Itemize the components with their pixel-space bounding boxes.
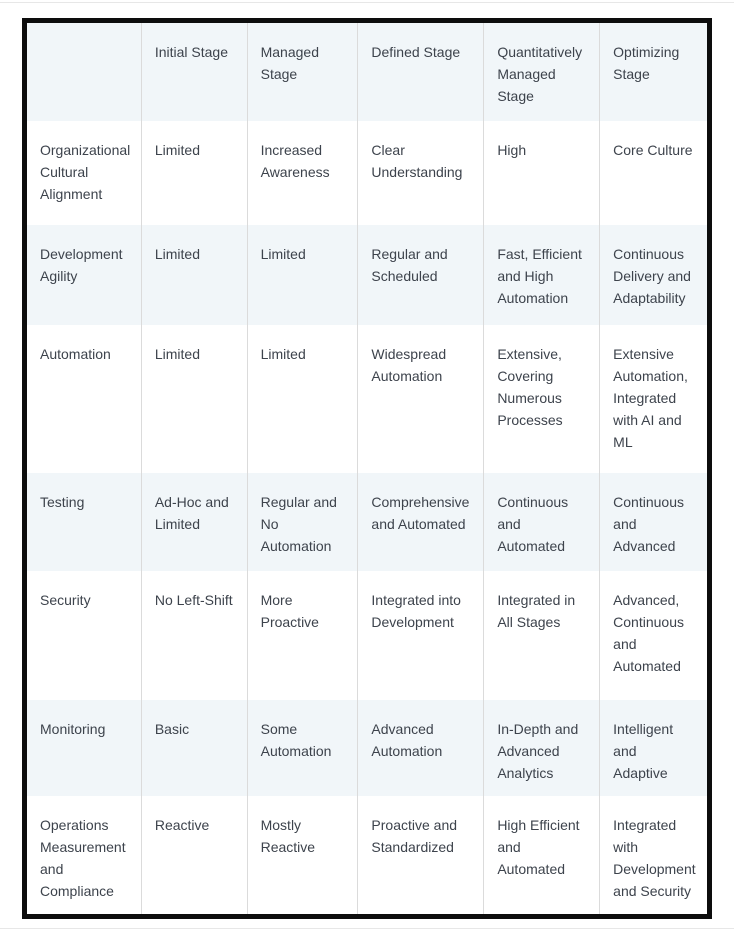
table-cell: Integrated with Development and Security	[600, 796, 710, 917]
table-cell: Proactive and Standardized	[358, 796, 484, 917]
row-label-operations-measurement-and-compliance: Operations Measurement and Compliance	[40, 816, 126, 899]
col-header-quantitatively-managed-stage: Quantitatively Managed Stage	[484, 21, 600, 121]
table-cell: High Efficient and Automated	[484, 796, 600, 917]
col-header-initial-stage: Initial Stage	[141, 21, 247, 121]
table-cell: Fast, Efficient and High Automation	[484, 225, 600, 325]
table-cell: Limited	[141, 121, 247, 225]
maturity-table	[22, 18, 712, 919]
col-header-optimizing-stage: Optimizing Stage	[600, 21, 710, 121]
table-cell: Limited	[247, 325, 358, 473]
table-cell: Integrated into Development	[358, 571, 484, 700]
corner-cell	[25, 21, 142, 121]
table-row-organizational-cultural-alignment	[25, 121, 710, 225]
table-cell: High	[484, 121, 600, 225]
row-label-organizational-cultural-alignment: Organizational Cultural Alignment	[40, 141, 131, 202]
table-cell: Limited	[247, 225, 358, 325]
table-cell: Integrated in All Stages	[484, 571, 600, 700]
table-row-monitoring	[25, 700, 710, 796]
page-top-rule	[0, 2, 734, 3]
table-cell: No Left-Shift	[141, 571, 247, 700]
table-cell: Core Culture	[600, 121, 710, 225]
table-cell: In-Depth and Advanced Analytics	[484, 700, 600, 796]
table-cell: More Proactive	[247, 571, 358, 700]
table-cell: Reactive	[141, 796, 247, 917]
page-bottom-rule	[0, 928, 734, 929]
table-cell: Intelligent and Adaptive	[600, 700, 710, 796]
row-label-automation: Automation	[40, 345, 111, 362]
table-cell: Widespread Automation	[358, 325, 484, 473]
row-label-security: Security	[40, 591, 91, 608]
table-cell: Extensive Automation, Integrated with AI and ML	[600, 325, 710, 473]
header-row	[25, 21, 710, 121]
table-cell: Regular and No Automation	[247, 473, 358, 571]
table-cell: Increased Awareness	[247, 121, 358, 225]
table-cell: Continuous and Advanced	[600, 473, 710, 571]
table-cell: Mostly Reactive	[247, 796, 358, 917]
table-row-development-agility	[25, 225, 710, 325]
table-cell: Advanced Automation	[358, 700, 484, 796]
table-row-automation	[25, 325, 710, 473]
table-cell: Comprehensive and Automated	[358, 473, 484, 571]
table-cell: Continuous Delivery and Adaptability	[600, 225, 710, 325]
table-row-testing	[25, 473, 710, 571]
table-cell: Ad-Hoc and Limited	[141, 473, 247, 571]
table-cell: Limited	[141, 225, 247, 325]
table-row-operations-measurement-and-compliance	[25, 796, 710, 917]
col-header-managed-stage: Managed Stage	[247, 21, 358, 121]
table-cell: Basic	[141, 700, 247, 796]
table-cell: Some Automation	[247, 700, 358, 796]
row-label-monitoring: Monitoring	[40, 720, 106, 737]
table-cell: Regular and Scheduled	[358, 225, 484, 325]
col-header-defined-stage: Defined Stage	[358, 21, 484, 121]
table-cell: Clear Understanding	[358, 121, 484, 225]
table-cell: Continuous and Automated	[484, 473, 600, 571]
table-cell: Limited	[141, 325, 247, 473]
table-row-security	[25, 571, 710, 700]
row-label-testing: Testing	[40, 493, 85, 510]
table-cell: Advanced, Continuous and Automated	[600, 571, 710, 700]
table-cell: Extensive, Covering Numerous Processes	[484, 325, 600, 473]
row-label-development-agility: Development Agility	[40, 245, 123, 284]
